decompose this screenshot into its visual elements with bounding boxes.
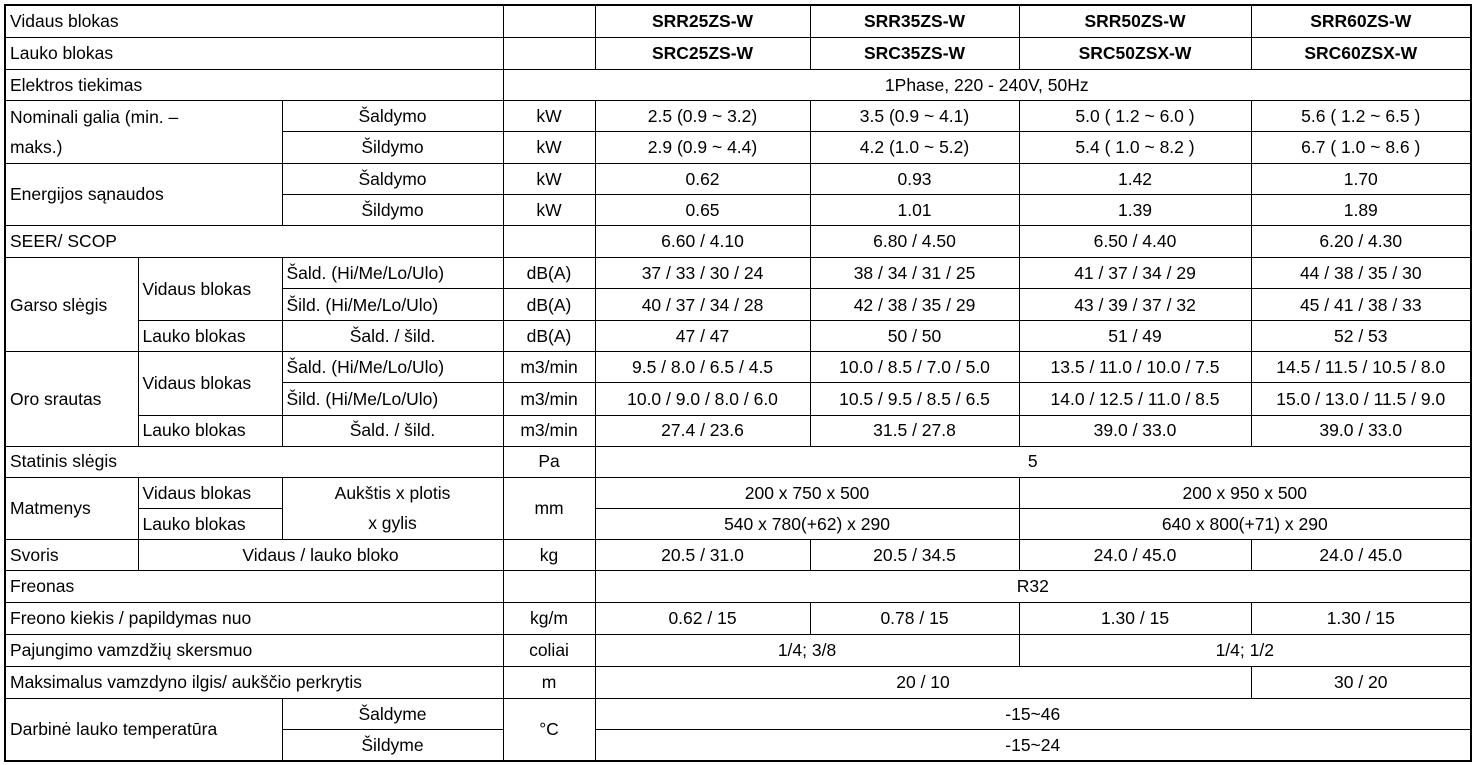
row-temp-cooling [5, 699, 1471, 730]
value-cell: 3.5 (0.9 ~ 4.1) [810, 100, 1019, 131]
temp-heating-value: -15~24 [595, 730, 1471, 761]
value-cell: 0.62 / 15 [595, 602, 810, 634]
empty-unit-cell [503, 37, 595, 69]
value-cell: 1/4; 3/8 [595, 635, 1019, 667]
row-refrigerant [5, 570, 1471, 602]
row-outdoor-models [5, 37, 1471, 69]
outdoor-model: SRC60ZSX-W [1251, 37, 1471, 69]
pipe-length-label: Maksimalus vamzdyno ilgis/ aukščio perkrytis [5, 667, 503, 699]
value-cell: 200 x 750 x 500 [595, 477, 1019, 508]
unit-cell: kW [503, 131, 595, 163]
row-airflow-cool [5, 352, 1471, 383]
row-dimensions-indoor [5, 477, 1471, 508]
static-label: Statinis slėgis [5, 446, 503, 477]
value-cell: 10.5 / 9.5 / 8.5 / 6.5 [810, 383, 1019, 415]
value-cell: 2.5 (0.9 ~ 3.2) [595, 100, 810, 131]
temp-heating-label: Šildyme [282, 730, 503, 761]
value-cell: 540 x 780(+62) x 290 [595, 508, 1019, 539]
unit-cell: °C [503, 699, 595, 761]
dimensions-desc-line2: x gylis [368, 513, 417, 534]
unit-cell: dB(A) [503, 321, 595, 352]
weight-sub-label: Vidaus / lauko bloko [138, 539, 503, 570]
value-cell: 38 / 34 / 31 / 25 [810, 258, 1019, 289]
outdoor-model: SRC25ZS-W [595, 37, 810, 69]
unit-cell: m3/min [503, 415, 595, 446]
value-cell: 1.01 [810, 194, 1019, 225]
value-cell: 6.60 / 4.10 [595, 226, 810, 258]
airflow-indoor-label: Vidaus blokas [138, 352, 282, 415]
value-cell: 47 / 47 [595, 321, 810, 352]
pipe-label: Pajungimo vamzdžių skersmuo [5, 635, 503, 667]
row-weight [5, 539, 1471, 570]
temp-cooling-value: -15~46 [595, 699, 1471, 730]
value-cell: 1.42 [1019, 163, 1251, 194]
row-airflow-outdoor [5, 415, 1471, 446]
unit-cell: kW [503, 194, 595, 225]
spec-table [4, 4, 1472, 762]
airflow-outdoor-label: Lauko blokas [138, 415, 282, 446]
consumption-label: Energijos sąnaudos [5, 163, 282, 225]
indoor-unit-label: Vidaus blokas [5, 5, 503, 37]
value-cell: 41 / 37 / 34 / 29 [1019, 258, 1251, 289]
refrigerant-label: Freonas [5, 570, 503, 602]
ref-amount-label: Freono kiekis / papildymas nuo [5, 602, 503, 634]
consumption-heating-label: Šildymo [282, 194, 503, 225]
sound-cool-label: Šald. (Hi/Me/Lo/Ulo) [282, 258, 503, 289]
value-cell: 39.0 / 33.0 [1251, 415, 1471, 446]
value-cell: 51 / 49 [1019, 321, 1251, 352]
value-cell: 2.9 (0.9 ~ 4.4) [595, 131, 810, 163]
capacity-heating-label: Šildymo [282, 131, 503, 163]
value-cell: 30 / 20 [1251, 667, 1471, 699]
value-cell: 10.0 / 8.5 / 7.0 / 5.0 [810, 352, 1019, 383]
value-cell: 20 / 10 [595, 667, 1251, 699]
sound-outdoor-label: Lauko blokas [138, 321, 282, 352]
value-cell: 27.4 / 23.6 [595, 415, 810, 446]
value-cell: 42 / 38 / 35 / 29 [810, 289, 1019, 321]
value-cell: 15.0 / 13.0 / 11.5 / 9.0 [1251, 383, 1471, 415]
capacity-label [5, 100, 282, 163]
value-cell: 37 / 33 / 30 / 24 [595, 258, 810, 289]
row-pipe [5, 635, 1471, 667]
unit-cell: mm [503, 477, 595, 539]
airflow-label: Oro srautas [5, 352, 138, 446]
unit-cell: m [503, 667, 595, 699]
outdoor-model: SRC35ZS-W [810, 37, 1019, 69]
dimensions-desc [282, 477, 503, 539]
row-power [5, 69, 1471, 100]
outdoor-model: SRC50ZSX-W [1019, 37, 1251, 69]
row-sound-cool [5, 258, 1471, 289]
value-cell: 20.5 / 34.5 [810, 539, 1019, 570]
seer-label: SEER/ SCOP [5, 226, 503, 258]
capacity-label-line1: Nominali galia (min. – [10, 106, 179, 127]
value-cell: 9.5 / 8.0 / 6.5 / 4.5 [595, 352, 810, 383]
value-cell: 39.0 / 33.0 [1019, 415, 1251, 446]
value-cell: 24.0 / 45.0 [1019, 539, 1251, 570]
row-static [5, 446, 1471, 477]
value-cell: 6.20 / 4.30 [1251, 226, 1471, 258]
value-cell: 200 x 950 x 500 [1019, 477, 1471, 508]
value-cell: 1.39 [1019, 194, 1251, 225]
power-label: Elektros tiekimas [5, 69, 503, 100]
unit-cell: kg [503, 539, 595, 570]
value-cell: 10.0 / 9.0 / 8.0 / 6.0 [595, 383, 810, 415]
value-cell: 40 / 37 / 34 / 28 [595, 289, 810, 321]
value-cell: 1.89 [1251, 194, 1471, 225]
row-dimensions-outdoor [5, 508, 1471, 539]
value-cell: 0.65 [595, 194, 810, 225]
row-indoor-models [5, 5, 1471, 37]
value-cell: 0.62 [595, 163, 810, 194]
dimensions-outdoor-label: Lauko blokas [138, 508, 282, 539]
capacity-label-line2: maks.) [10, 136, 63, 157]
indoor-model: SRR25ZS-W [595, 5, 810, 37]
airflow-cool-label: Šald. (Hi/Me/Lo/Ulo) [282, 352, 503, 383]
value-cell: 24.0 / 45.0 [1251, 539, 1471, 570]
unit-cell: coliai [503, 635, 595, 667]
value-cell: 45 / 41 / 38 / 33 [1251, 289, 1471, 321]
empty-unit-cell [503, 570, 595, 602]
value-cell: 43 / 39 / 37 / 32 [1019, 289, 1251, 321]
value-cell: 5.6 ( 1.2 ~ 6.5 ) [1251, 100, 1471, 131]
value-cell: 0.93 [810, 163, 1019, 194]
airflow-heat-label: Šild. (Hi/Me/Lo/Ulo) [282, 383, 503, 415]
sound-outdoor-mode-label: Šald. / šild. [282, 321, 503, 352]
static-value: 5 [595, 446, 1471, 477]
value-cell: 14.0 / 12.5 / 11.0 / 8.5 [1019, 383, 1251, 415]
value-cell: 5.4 ( 1.0 ~ 8.2 ) [1019, 131, 1251, 163]
unit-cell: Pa [503, 446, 595, 477]
sound-label: Garso slėgis [5, 258, 138, 352]
sound-indoor-label: Vidaus blokas [138, 258, 282, 321]
indoor-model: SRR60ZS-W [1251, 5, 1471, 37]
empty-unit-cell [503, 226, 595, 258]
row-pipe-length [5, 667, 1471, 699]
unit-cell: m3/min [503, 383, 595, 415]
row-capacity-cooling [5, 100, 1471, 131]
value-cell: 1.30 / 15 [1019, 602, 1251, 634]
value-cell: 6.7 ( 1.0 ~ 8.6 ) [1251, 131, 1471, 163]
unit-cell: kW [503, 100, 595, 131]
value-cell: 50 / 50 [810, 321, 1019, 352]
outdoor-unit-label: Lauko blokas [5, 37, 503, 69]
airflow-outdoor-mode-label: Šald. / šild. [282, 415, 503, 446]
value-cell: 6.50 / 4.40 [1019, 226, 1251, 258]
temp-cooling-label: Šaldyme [282, 699, 503, 730]
dimensions-label: Matmenys [5, 477, 138, 539]
value-cell: 1/4; 1/2 [1019, 635, 1471, 667]
capacity-cooling-label: Šaldymo [282, 100, 503, 131]
value-cell: 1.70 [1251, 163, 1471, 194]
temp-label: Darbinė lauko temperatūra [5, 699, 282, 761]
dimensions-desc-line1: Aukštis x plotis [334, 483, 451, 504]
weight-label: Svoris [5, 539, 138, 570]
value-cell: 0.78 / 15 [810, 602, 1019, 634]
value-cell: 14.5 / 11.5 / 10.5 / 8.0 [1251, 352, 1471, 383]
row-sound-outdoor [5, 321, 1471, 352]
value-cell: 52 / 53 [1251, 321, 1471, 352]
value-cell: 5.0 ( 1.2 ~ 6.0 ) [1019, 100, 1251, 131]
value-cell: 1.30 / 15 [1251, 602, 1471, 634]
value-cell: 31.5 / 27.8 [810, 415, 1019, 446]
row-consumption-cooling [5, 163, 1471, 194]
unit-cell: kW [503, 163, 595, 194]
row-seer [5, 226, 1471, 258]
dimensions-indoor-label: Vidaus blokas [138, 477, 282, 508]
consumption-cooling-label: Šaldymo [282, 163, 503, 194]
unit-cell: m3/min [503, 352, 595, 383]
value-cell: 4.2 (1.0 ~ 5.2) [810, 131, 1019, 163]
value-cell: 640 x 800(+71) x 290 [1019, 508, 1471, 539]
refrigerant-value: R32 [595, 570, 1471, 602]
sound-heat-label: Šild. (Hi/Me/Lo/Ulo) [282, 289, 503, 321]
row-ref-amount [5, 602, 1471, 634]
indoor-model: SRR35ZS-W [810, 5, 1019, 37]
unit-cell: dB(A) [503, 258, 595, 289]
value-cell: 20.5 / 31.0 [595, 539, 810, 570]
value-cell: 6.80 / 4.50 [810, 226, 1019, 258]
indoor-model: SRR50ZS-W [1019, 5, 1251, 37]
value-cell: 44 / 38 / 35 / 30 [1251, 258, 1471, 289]
empty-unit-cell [503, 5, 595, 37]
unit-cell: kg/m [503, 602, 595, 634]
value-cell: 13.5 / 11.0 / 10.0 / 7.5 [1019, 352, 1251, 383]
unit-cell: dB(A) [503, 289, 595, 321]
power-value: 1Phase, 220 - 240V, 50Hz [503, 69, 1471, 100]
